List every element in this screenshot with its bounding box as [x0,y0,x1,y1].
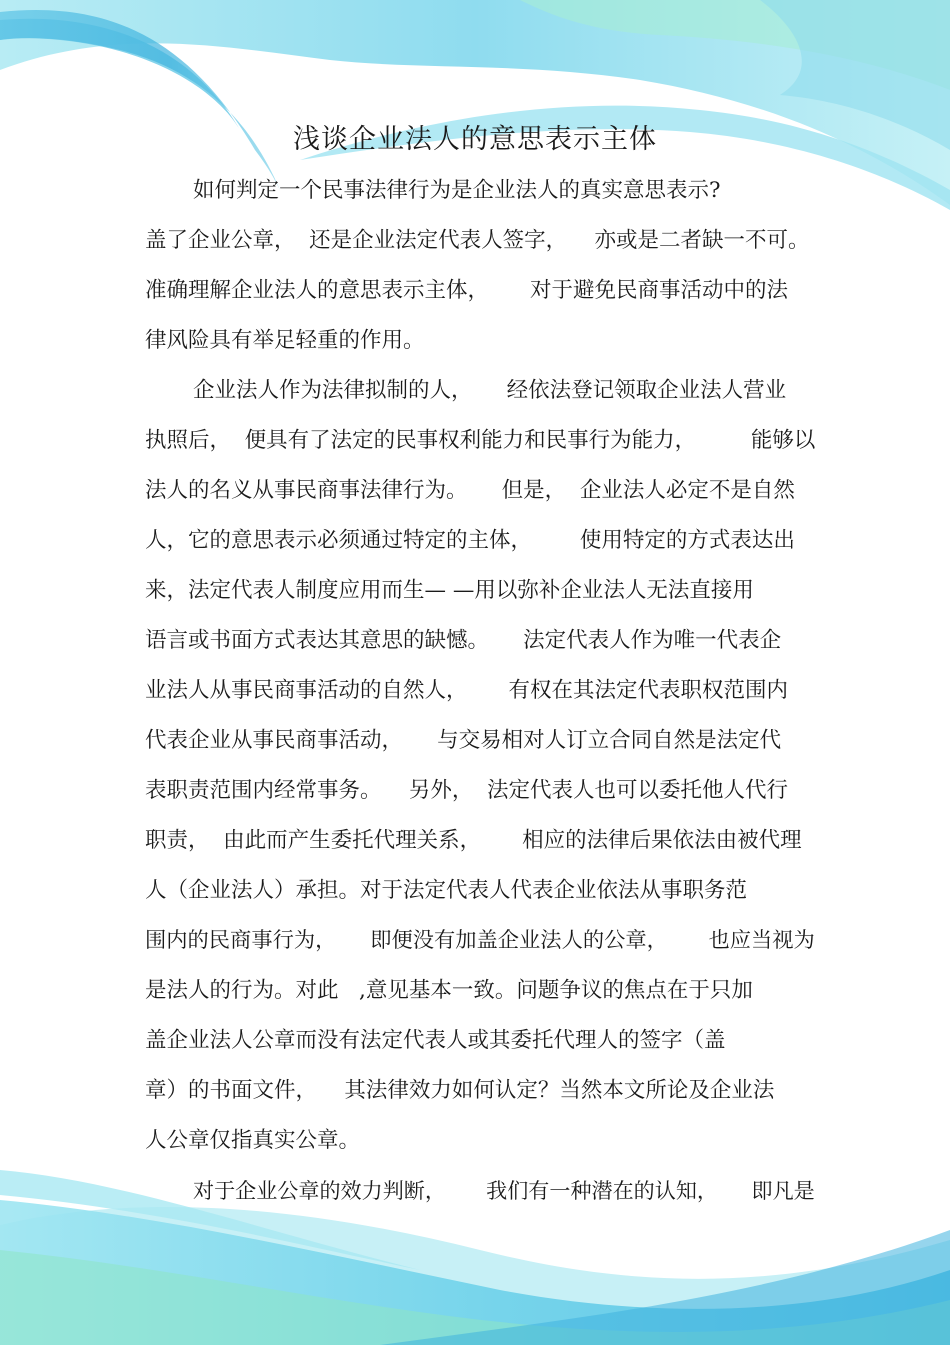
paragraph-line: 盖企业法人公章而没有法定代表人或其委托代理人的签字（盖 [145,1028,726,1053]
paragraph-line: 是法人的行为。对此 ,意见基本一致。问题争议的焦点在于只加 [145,978,753,1003]
paragraph-line: 如何判定一个民事法律行为是企业法人的真实意思表示? [193,178,721,203]
paragraph-line: 表职责范围内经常事务。 另外， 法定代表人也可以委托他人代行 [145,778,789,803]
paragraph-line: 准确理解企业法人的意思表示主体， 对于避免民商事活动中的法 [145,278,789,303]
paragraph-line: 对于企业公章的效力判断， 我们有一种潜在的认知， 即凡是 [193,1178,815,1203]
paragraph-line: 语言或书面方式表达其意思的缺憾。 法定代表人作为唯一代表企 [145,628,782,653]
paragraph-line: 业法人从事民商事活动的自然人， 有权在其法定代表职权范围内 [145,678,789,703]
paragraph-line: 章）的书面文件， 其法律效力如何认定？当然本文所论及企业法 [145,1078,775,1103]
paragraph-line: 人，它的意思表示必须通过特定的主体， 使用特定的方式表达出 [145,528,795,553]
paragraph-line: 人公章仅指真实公章。 [145,1128,361,1153]
paragraph-line: 围内的民商事行为， 即便没有加盖企业法人的公章， 也应当视为 [145,928,815,953]
paragraph-line: 盖了企业公章， 还是企业法定代表人签字， 亦或是二者缺一不可。 [145,228,810,253]
paragraph-line: 企业法人作为法律拟制的人， 经依法登记领取企业法人营业 [193,378,787,403]
paragraph-line: 律风险具有举足轻重的作用。 [145,328,425,353]
paragraph-line: 执照后， 便具有了法定的民事权利能力和民事行为能力， 能够以 [145,428,816,453]
paragraph-line: 职责， 由此而产生委托代理关系， 相应的法律后果依法由被代理 [145,828,802,853]
document-title: 浅谈企业法人的意思表示主体 [293,124,657,155]
paragraph-line: 人（企业法人）承担。对于法定代表人代表企业依法从事职务范 [145,878,748,903]
paragraph-line: 代表企业从事民商事活动， 与交易相对人订立合同自然是法定代 [145,728,782,753]
paragraph-line: 来，法定代表人制度应用而生— —用以弥补企业法人无法直接用 [145,578,754,603]
paragraph-line: 法人的名义从事民商事法律行为。 但是， 企业法人必定不是自然 [145,478,795,503]
